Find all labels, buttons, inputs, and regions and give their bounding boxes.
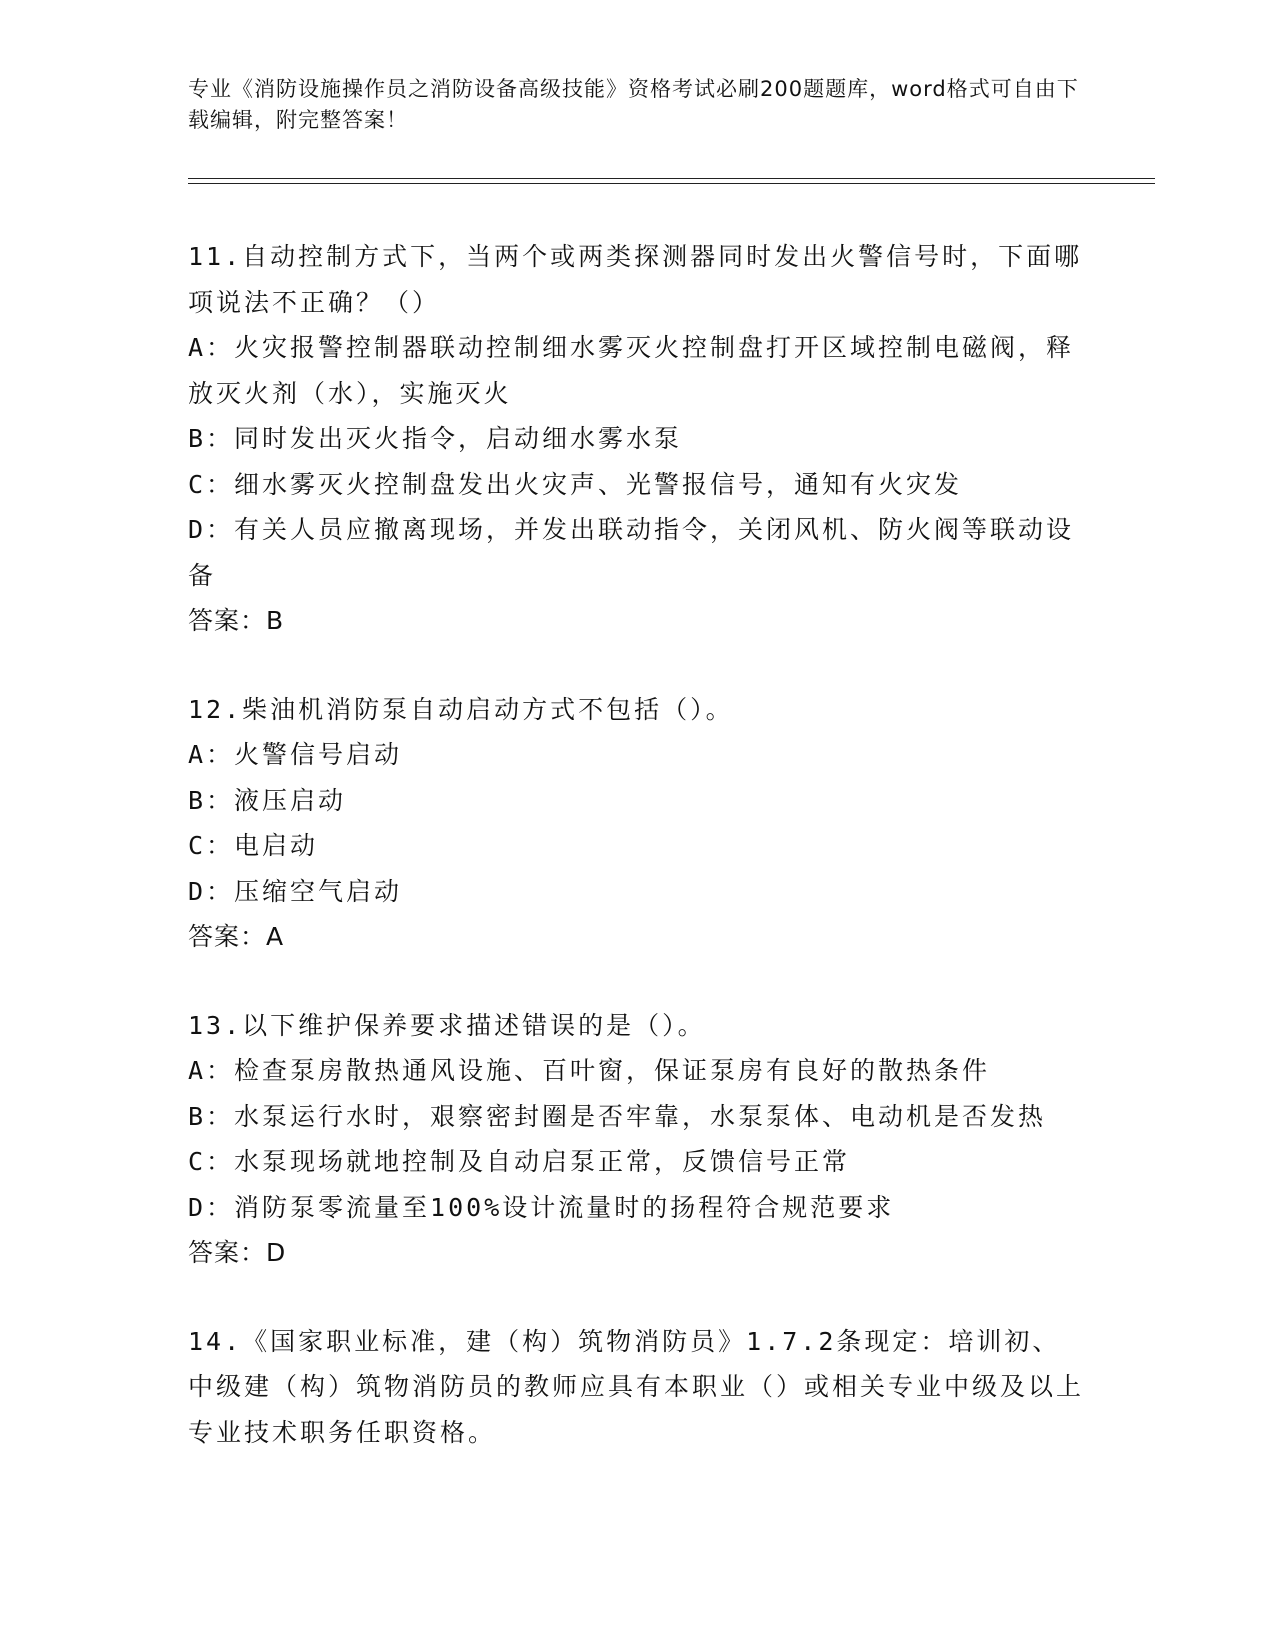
- option-c: C：水泵现场就地控制及自动启泵正常，反馈信号正常: [188, 1147, 851, 1176]
- option-d: D：压缩空气启动: [188, 876, 403, 906]
- answer: 答案：B: [188, 606, 285, 635]
- question-stem: 14.《国家职业标准，建（构）筑物消防员》1.7.2条现定：培训初、中级建（构）筑物消防员的教师应具有本职业（）或相关专业中级及以上专业技术职务任职资格。: [188, 1326, 1085, 1447]
- option-b: B：液压启动: [188, 785, 347, 815]
- answer: 答案：D: [188, 1238, 287, 1267]
- option-a: A：检查泵房散热通风设施、百叶窗，保证泵房有良好的散热条件: [188, 1056, 991, 1085]
- option-a: A：火灾报警控制器联动控制细水雾灭火控制盘打开区域控制电磁阀，释放灭火剂（水），实施灭火: [188, 333, 1075, 408]
- question-14: [188, 1319, 1088, 1456]
- question-11: [188, 234, 1088, 644]
- option-b: B：水泵运行水时，艰察密封圈是否牢靠，水泵泵体、电动机是否发热: [188, 1101, 1047, 1131]
- option-a: A：火警信号启动: [188, 740, 403, 769]
- option-d: D：消防泵零流量至100%设计流量时的扬程符合规范要求: [188, 1192, 895, 1222]
- header-divider-bottom: [188, 183, 1155, 184]
- answer: 答案：A: [188, 922, 285, 951]
- document-intro: 专业《消防设施操作员之消防设备高级技能》资格考试必刷200题题库，word格式可自由下载编辑，附完整答案！: [188, 77, 1079, 132]
- question-list: [188, 234, 1088, 1498]
- question-stem: 11.自动控制方式下，当两个或两类探测器同时发出火警信号时，下面哪项说法不正确？（）: [188, 242, 1083, 317]
- option-b: B：同时发出灭火指令，启动细水雾水泵: [188, 424, 683, 453]
- question-12: [188, 687, 1088, 960]
- option-c: C：细水雾灭火控制盘发出火灾声、光警报信号，通知有火灾发: [188, 469, 963, 499]
- question-stem: 13.以下维护保养要求描述错误的是（）。: [188, 1010, 706, 1040]
- question-stem: 12.柴油机消防泵自动启动方式不包括（）。: [188, 694, 734, 724]
- option-c: C：电启动: [188, 831, 319, 860]
- option-d: D：有关人员应撤离现场，并发出联动指令，关闭风机、防火阀等联动设备: [188, 515, 1075, 590]
- question-13: [188, 1003, 1088, 1276]
- header-divider-top: [188, 178, 1155, 179]
